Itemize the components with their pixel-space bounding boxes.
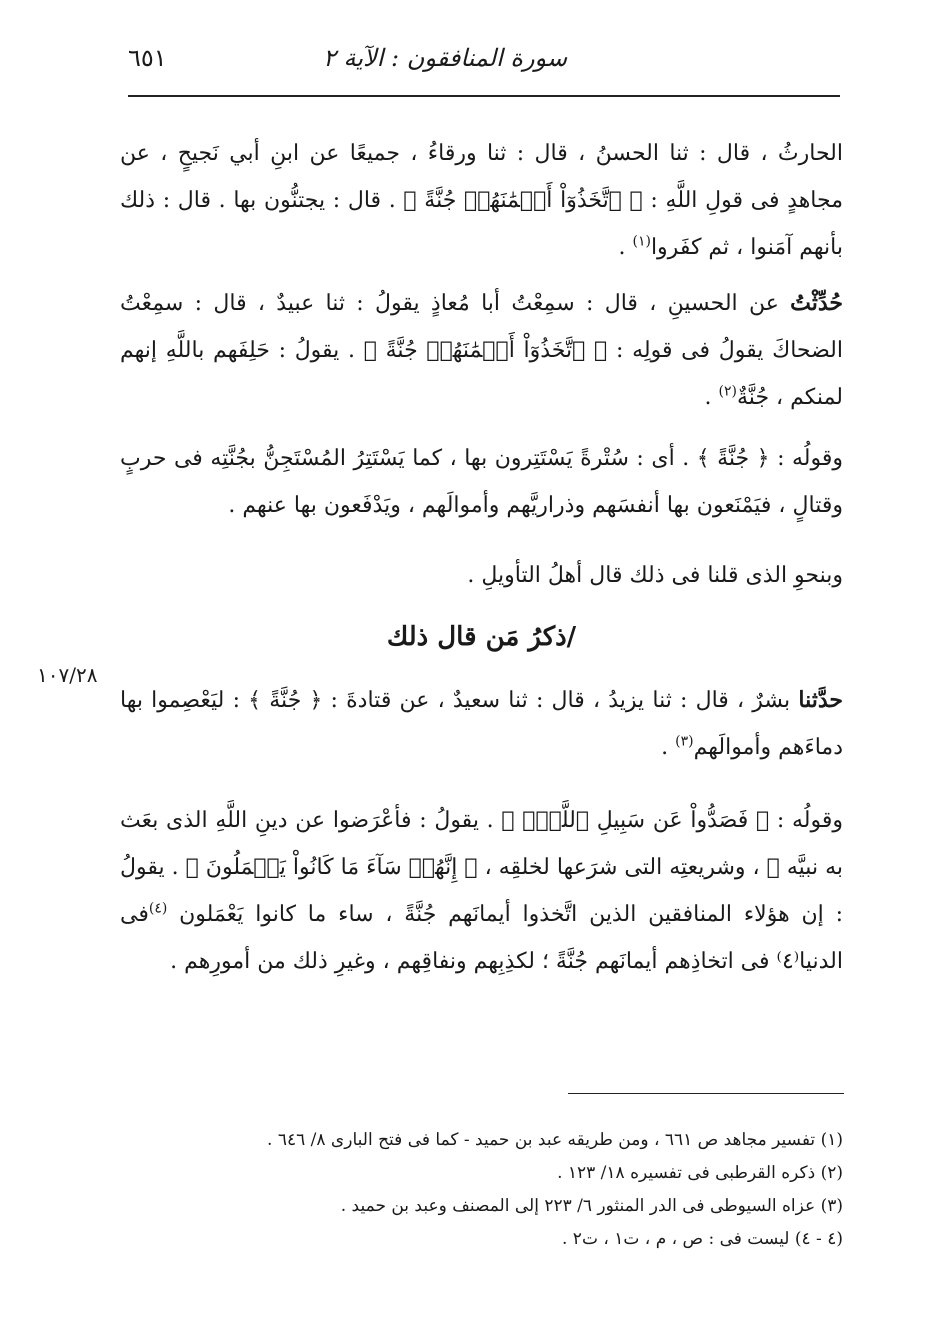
footnote-marker: (١) <box>632 233 651 250</box>
paragraph <box>120 797 843 1002</box>
running-title: سورة المنافقون : الآية ٢ <box>322 44 568 72</box>
paragraph-lead: حدَّثنا <box>798 687 843 713</box>
footnote-marker: (٤) <box>148 900 168 917</box>
paragraph-text: الحارثُ ، قال : ثنا الحسنُ ، قال : ثنا ورقاءُ ، جميعًا عن ابنِ أبي نَجيحٍ ، عن مجاهدٍ فى قولِ اللَّهِ : ﴿ ٱتَّخَذُوٓاْ أَيۡمَٰنَهُمۡ جُنَّةً ﴾ . قال : يجتنُّون بها . قال : ذلك بأنهم آمَنوا ، ثم كفَروا <box>120 141 843 260</box>
footnote: (١) تفسير مجاهد ص ٦٦١ ، ومن طريقه عبد بن حميد - كما فى فتح البارى ٨/ ٦٤٦ . <box>267 1130 843 1150</box>
margin-reference: ١٠٧/٢٨ <box>37 663 98 687</box>
paragraph-text: وقولُه : ﴿ فَصَدُّواْ عَن سَبِيلِ ٱللَّهِۚ ﴾ . يقولُ : فأعْرَضوا عن دينِ اللَّهِ الذى بعَث به نبيَّه ﷺ ، وشريعتِه التى شرَعها لخلقِه ، ﴿ إِنَّهُمۡ سَآءَ مَا كَانُواْ يَعۡمَلُونَ ﴾ . يقولُ : إن هؤلاء المنافقين الذين اتَّخذوا أيمانَهم جُنَّةً ، ساء ما كانوا يَعْمَلون <box>120 808 843 927</box>
page-number: ٦٥١ <box>128 44 167 72</box>
footnote-rule <box>568 1093 844 1094</box>
paragraph <box>120 130 843 280</box>
paragraph-tail: . <box>618 235 633 260</box>
footnote-marker: (٢) <box>718 383 738 400</box>
paragraph-text: وقولُه : ﴿ جُنَّةً ﴾ . أى : سُتْرةً يَسْتَتِرون بها ، كما يَسْتَتِرُ المُسْتَجِنُّ بجُنَّتِه فى حربٍ وقتالٍ ، فيَمْنَعون بها أنفسَهم وذراريَّهم وأموالَهم ، ويَدْفَعون بها عنهم . <box>120 446 843 518</box>
footnotes <box>160 1124 843 1256</box>
paragraph-text: عن الحسينِ ، قال : سمِعْتُ أبا مُعاذٍ يقولُ : ثنا عبيدٌ ، قال : سمِعْتُ الضحاكَ يقولُ فى قولِه : ﴿ ٱتَّخَذُوٓاْ أَيۡمَٰنَهُمۡ جُنَّةً ﴾ . يقولُ : حَلِفَهم باللَّهِ إنهم لمنكم ، جُنَّةٌ <box>120 291 843 410</box>
main-text <box>120 130 843 1002</box>
paragraph <box>120 280 843 435</box>
paragraph-lead: حُدِّثْتُ <box>790 290 843 316</box>
footnote: (٣) عزاه السيوطى فى الدر المنثور ٦/ ٢٢٣ إلى المصنف وعبد بن حميد . <box>340 1196 843 1216</box>
paragraph <box>120 435 843 552</box>
paragraph-tail: فى الدنيا⁽٤⁾ فى اتخاذِهم أيمانَهم جُنَّةً ؛ لكذِبِهم ونفاقِهم ، وغيرِ ذلك من أمورِهم . <box>120 902 843 974</box>
footnote: (٤ - ٤) ليست فى : ص ، م ، ت١ ، ت٢ . <box>561 1229 843 1249</box>
section-heading-row <box>120 612 843 677</box>
paragraph-tail: . <box>704 385 719 410</box>
header-rule <box>128 95 840 97</box>
footnote-marker: (٣) <box>675 733 694 750</box>
footnote: (٢) ذكره القرطبى فى تفسيره ١٨/ ١٢٣ . <box>557 1163 843 1183</box>
paragraph <box>120 552 843 612</box>
paragraph-tail: . <box>661 735 676 760</box>
paragraph <box>120 677 843 797</box>
paragraph-text: بشرٌ ، قال : ثنا يزيدُ ، قال : ثنا سعيدٌ ، عن قتادةَ : ﴿ جُنَّةً ﴾ : ليَعْصِموا بها دماءَهم وأموالَهم <box>120 688 843 760</box>
section-heading: /ذكرُ مَن قال ذلك <box>386 622 577 652</box>
paragraph-text: وبنحوِ الذى قلنا فى ذلك قال أهلُ التأويلِ . <box>467 563 843 588</box>
